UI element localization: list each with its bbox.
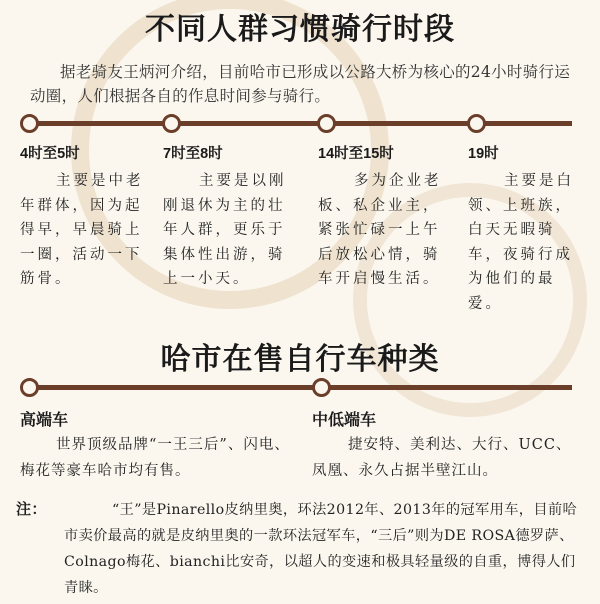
period-time: 4时至5时 <box>20 146 80 162</box>
timeline-bar <box>28 121 572 126</box>
category-title-high-end: 高端车 <box>20 412 69 429</box>
timeline-dot <box>20 114 39 133</box>
timeline-dot <box>312 378 331 397</box>
category-text-mid-low: 捷安特、美利达、大行、UCC、凤凰、永久占据半壁江山。 <box>312 437 572 479</box>
period-description: 主要是白领、上班族，白天无暇骑车，夜骑行成为他们的最爱。 <box>468 173 574 312</box>
timeline-bottom <box>20 378 572 398</box>
period-time: 7时至8时 <box>163 146 223 162</box>
period-1 <box>20 142 152 292</box>
timeline-bar <box>28 385 572 390</box>
category-text-high-end: 世界顶级品牌“一王三后”、闪电、梅花等豪车哈市均有售。 <box>20 437 290 479</box>
timeline-dot <box>20 378 39 397</box>
period-time: 19时 <box>468 146 499 162</box>
timeline-dot <box>162 114 181 133</box>
note-paragraph <box>16 497 584 601</box>
period-description: 主要是中老年群体，因为起得早，早晨骑上一圈，活动一下筋骨。 <box>20 173 144 287</box>
intro-paragraph: 据老骑友王炳河介绍，目前哈市已形成以公路大桥为核心的24小时骑行运动圈，人们根据各自的作息时间参与骑行。 <box>30 63 571 105</box>
note-text: “王”是Pinarello皮纳里奥，环法2012年、2013年的冠军用车，目前哈市卖价最高的就是皮纳里奥的一款环法冠军车，“三后”则为DE ROSA德罗萨、Colnago梅花、bianchi比安奇，以超人的变速和极具轻量级的自重，博得人们青睐。 <box>64 502 578 596</box>
period-description: 多为企业老板、私企业主，紧张忙碌一上午后放松心情，骑车开启慢生活。 <box>318 173 442 287</box>
timeline-dot <box>467 114 486 133</box>
section-title: 哈市在售自行车种类 <box>160 342 440 377</box>
period-3 <box>318 142 450 292</box>
page-title: 不同人群习惯骑行时段 <box>145 12 455 47</box>
timeline-top <box>20 114 572 134</box>
note-label: 注： <box>16 501 47 518</box>
category-title-mid-low: 中低端车 <box>312 412 377 429</box>
period-4 <box>468 142 584 316</box>
period-time: 14时至15时 <box>318 146 394 162</box>
period-2 <box>163 142 295 292</box>
period-description: 主要是以刚刚退休为主的壮年人群，更乐于集体性出游，骑上一小天。 <box>163 173 287 287</box>
timeline-dot <box>317 114 336 133</box>
